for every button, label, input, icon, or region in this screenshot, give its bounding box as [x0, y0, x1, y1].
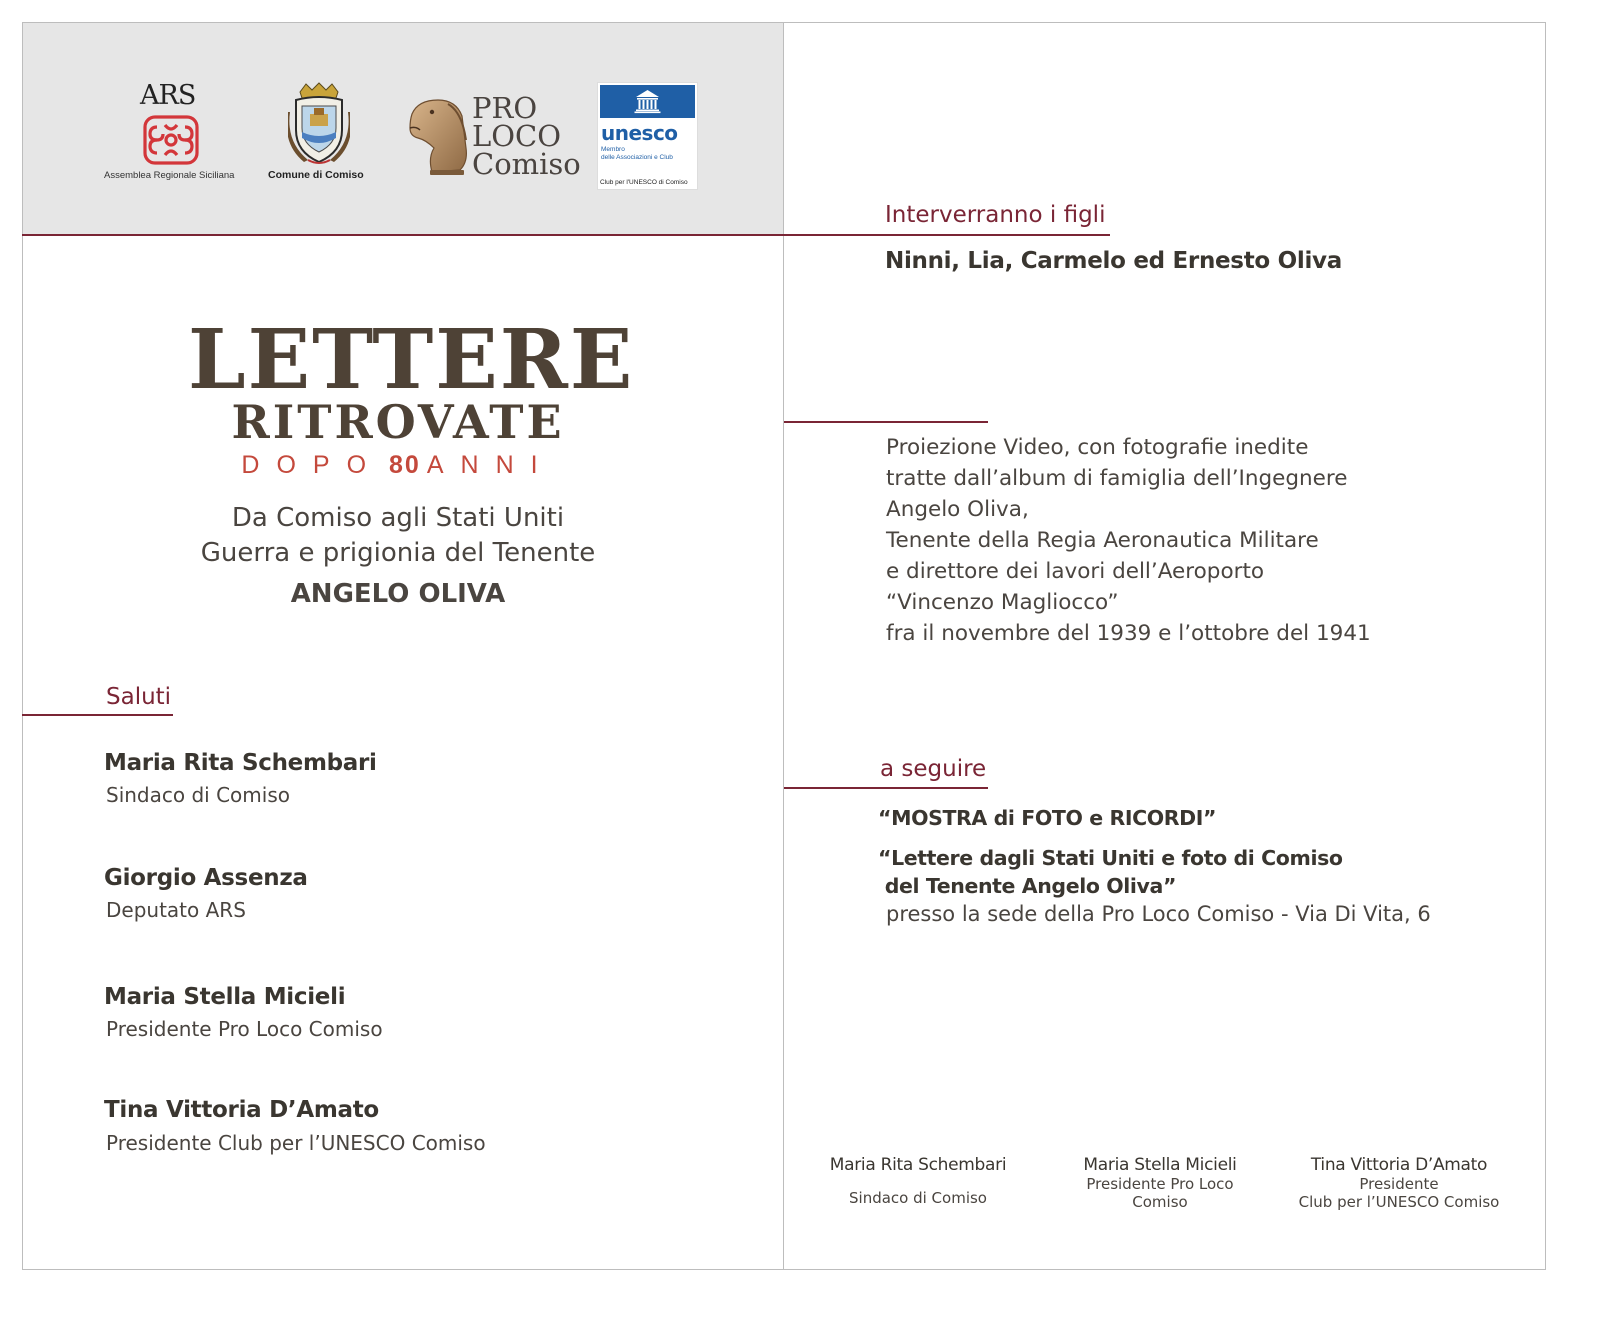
signature-role-2b: Comiso	[1132, 1193, 1188, 1211]
unesco-wordmark: unesco	[601, 121, 678, 145]
saluti-role-4: Presidente Club per l’UNESCO Comiso	[106, 1131, 486, 1155]
proloco-line1: PRO	[472, 91, 538, 125]
saluti-name-3: Maria Stella Micieli	[104, 984, 346, 1010]
subtitle-name: ANGELO OLIVA	[290, 579, 506, 609]
saluti-name-4: Tina Vittoria D’Amato	[104, 1097, 379, 1123]
video-line-5: e direttore dei lavori dell’Aeroporto	[886, 559, 1265, 584]
unesco-member-text	[601, 146, 673, 162]
signature-name-3: Tina Vittoria D’Amato	[1310, 1155, 1488, 1175]
ars-logo-title: ARS	[140, 80, 196, 111]
video-line-4: Tenente della Regia Aeronautica Militare	[886, 528, 1319, 553]
comune-caption: Comune di Comiso	[268, 169, 364, 181]
title-anni: ANNI	[426, 451, 555, 479]
saluti-role-3: Presidente Pro Loco Comiso	[106, 1017, 383, 1041]
unesco-club-caption: Club per l'UNESCO di Comiso	[600, 179, 688, 186]
video-rule	[784, 421, 988, 423]
signature-1	[798, 1155, 1038, 1207]
subtitle-line1: Da Comiso agli Stati Uniti	[231, 503, 565, 533]
ars-caption: Assemblea Regionale Siciliana	[104, 170, 235, 181]
saluti-rule	[22, 714, 173, 716]
video-description	[886, 432, 1371, 649]
signature-2	[1040, 1155, 1280, 1211]
interventi-heading: Interverranno i figli	[885, 202, 1106, 228]
signature-3	[1279, 1155, 1519, 1211]
seguire-rule	[784, 787, 988, 789]
subtitle-line2: Guerra e prigionia del Tenente	[200, 538, 596, 568]
mostra-title: “MOSTRA di FOTO e RICORDI”	[878, 806, 1217, 830]
signature-name-2: Maria Stella Micieli	[1083, 1155, 1237, 1175]
unesco-logo	[597, 82, 698, 190]
unesco-temple-band	[600, 85, 695, 118]
title-sub: RITROVATE	[231, 395, 565, 449]
comune-crest-icon	[288, 82, 350, 166]
ars-trinacria-icon	[143, 115, 199, 165]
video-line-7: fra il novembre del 1939 e l’ottobre del 1941	[886, 621, 1371, 646]
video-line-6: “Vincenzo Magliocco”	[886, 590, 1119, 615]
proloco-line3: Comiso	[472, 147, 581, 181]
signature-role-2a: Presidente Pro Loco	[1086, 1175, 1234, 1193]
saluti-role-1: Sindaco di Comiso	[106, 783, 290, 807]
saluti-heading: Saluti	[106, 684, 172, 710]
title-number: 80	[389, 451, 421, 479]
signature-role-3a: Presidente	[1359, 1175, 1439, 1193]
proloco-logo-text	[472, 91, 581, 181]
proloco-line2: LOCO	[472, 119, 561, 153]
signature-name-1: Maria Rita Schembari	[829, 1155, 1007, 1175]
saluti-name-2: Giorgio Assenza	[104, 865, 308, 891]
lettere-exhibit	[878, 844, 1343, 900]
lettere-line-1: “Lettere dagli Stati Uniti e foto di Comiso	[878, 846, 1343, 870]
signature-role-3b: Club per l’UNESCO Comiso	[1298, 1193, 1500, 1211]
lettere-line-2: del Tenente Angelo Oliva”	[878, 874, 1177, 898]
presso-location: presso la sede della Pro Loco Comiso - Via Di Vita, 6	[886, 902, 1431, 926]
video-line-1: Proiezione Video, con fotografie inedite	[886, 435, 1309, 460]
saluti-role-2: Deputato ARS	[106, 898, 246, 922]
title-dopo-line	[228, 449, 568, 481]
video-line-2: tratte dall’album di famiglia dell’Ingegnere	[886, 466, 1348, 491]
horse-head-icon	[408, 96, 472, 176]
top-rule	[22, 234, 1110, 236]
title-main: LETTERE	[188, 312, 635, 408]
temple-icon	[600, 85, 695, 118]
unesco-sub-line1: Membro	[601, 146, 625, 153]
seguire-heading: a seguire	[880, 756, 987, 782]
saluti-name-1: Maria Rita Schembari	[104, 750, 377, 776]
interventi-names: Ninni, Lia, Carmelo ed Ernesto Oliva	[885, 248, 1342, 274]
title-dopo: DOPO	[241, 451, 384, 479]
video-line-3: Angelo Oliva,	[886, 497, 1029, 522]
fold-line	[783, 22, 784, 1270]
unesco-sub-line2: delle Associazioni e Club	[601, 154, 673, 161]
signature-role-1: Sindaco di Comiso	[849, 1189, 987, 1207]
